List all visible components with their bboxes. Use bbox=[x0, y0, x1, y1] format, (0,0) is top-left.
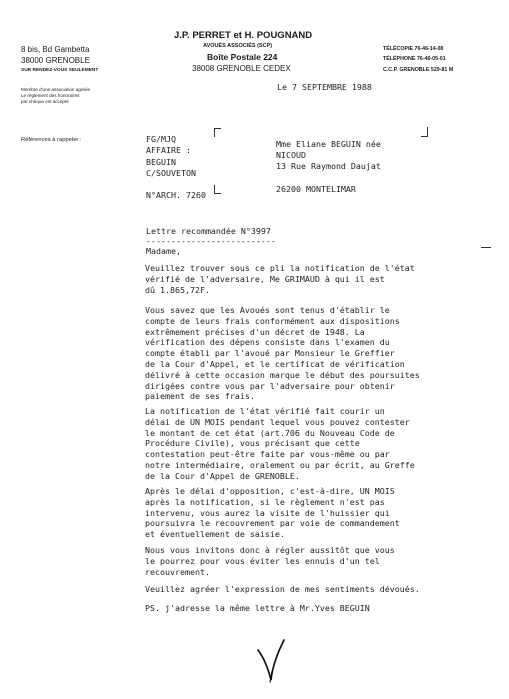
paragraph-line: Procédure Civile), vous précisant que cette bbox=[145, 438, 360, 449]
closing-line bbox=[145, 584, 420, 595]
paragraph-line: délivré à cette occasion marque le début des poursuites bbox=[145, 369, 420, 380]
firm-city: 38000 GRENOBLE bbox=[21, 56, 90, 65]
salutation: Madame, bbox=[146, 246, 181, 256]
reference-line: BEGUIN bbox=[146, 156, 176, 167]
ccp: C.C.P. GRENOBLE 529-81 M bbox=[383, 67, 454, 73]
recipient-line: 13 Rue Raymond Daujat bbox=[276, 161, 381, 172]
paragraph-line: le montant de cet état (art.706 du Nouveau Code de bbox=[145, 427, 395, 438]
recipient-line: Mme Eliane BEGUIN née bbox=[276, 139, 381, 149]
firm-street: 8 bis, Bd Gambetta bbox=[21, 45, 90, 54]
reference-line bbox=[146, 179, 206, 190]
association-note bbox=[21, 87, 90, 105]
letter-date: Le 7 SEPTEMBRE 1988 bbox=[277, 82, 372, 92]
reference-line: AFFAIRE : bbox=[146, 145, 191, 156]
body-paragraph bbox=[145, 486, 400, 540]
firm-title: AVOUÉS ASSOCIÉS (SCP) bbox=[203, 43, 273, 49]
paragraph-line: de la Cour d'Appel, et le certificat de vérification bbox=[145, 358, 405, 369]
subject-rule: -------------------------- bbox=[146, 236, 276, 246]
paragraph-line: dû 1.865,72F. bbox=[145, 284, 210, 295]
paragraph-line: Nous vous invitons donc à régler aussitôt que vous bbox=[145, 545, 395, 555]
association-note-line: par chèque est accepté bbox=[21, 99, 69, 104]
po-box: Boîte Postale 224 bbox=[207, 52, 278, 62]
references-label: Références à rappeler : bbox=[21, 137, 82, 143]
paragraph-line: Veuillez trouver sous ce pli la notification de l'état bbox=[145, 263, 415, 273]
paragraph-line: contestation peut-être faite par vous-même ou par bbox=[145, 449, 390, 460]
association-note-line: Le règlement des honoraires bbox=[21, 93, 80, 98]
paragraph-line: poursuivra le recouvrement par voie de commandement bbox=[145, 518, 400, 529]
paragraph-line: extrêmement précises d'un décret de 1948. La bbox=[145, 326, 365, 337]
body-paragraph bbox=[145, 406, 415, 482]
recipient-line bbox=[276, 173, 381, 184]
reference-line: FG/MJQ bbox=[146, 134, 176, 144]
recipient-block bbox=[276, 139, 381, 195]
margin-dash bbox=[481, 247, 491, 248]
firm-name: J.P. PERRET et H. POUGNAND bbox=[174, 30, 313, 41]
recipient-line: NICOUD bbox=[276, 150, 306, 161]
reference-block bbox=[146, 134, 206, 202]
paragraph-line: notre intermédiaire, oralement ou par écrit, au Greffe bbox=[145, 459, 415, 470]
window-corner-mark bbox=[214, 185, 221, 194]
paragraph-line: après la notification, si le règlement n'est pas bbox=[145, 496, 385, 507]
paragraph-line: Après le délai d'opposition, c'est-à-dire, UN MOIS bbox=[145, 486, 395, 496]
paragraph-line: vérification des dépens consiste dans l'examen du bbox=[145, 337, 390, 348]
archive-number: N°ARCH. 7260 bbox=[146, 190, 206, 201]
window-corner-mark bbox=[214, 128, 221, 137]
association-note-line: Membre d'une association agréée bbox=[21, 87, 91, 92]
handwritten-signature bbox=[248, 636, 290, 686]
paragraph-line: paiement de ses frais. bbox=[145, 391, 255, 402]
paragraph-line: le pourrez pour vous éviter les ennuis d'un tel bbox=[145, 555, 380, 566]
body-paragraph bbox=[145, 305, 420, 402]
paragraph-line: compte de leurs frais conformément aux dispositions bbox=[145, 315, 400, 326]
paragraph-line: PS. j'adresse la même lettre à Mr.Yves BEGUIN bbox=[145, 603, 370, 613]
paragraph-line: délai de UN MOIS pendant lequel vous pouvez contester bbox=[145, 416, 410, 427]
body-paragraph bbox=[145, 263, 415, 295]
postal-city: 38008 GRENOBLE CEDEX bbox=[192, 64, 291, 73]
paragraph-line: La notification de l'état vérifié fait courir un bbox=[145, 406, 385, 416]
reception-note: SUR RENDEZ-VOUS SEULEMENT bbox=[21, 68, 99, 73]
telephone: TÉLÉPHONE 76-46-05-01 bbox=[383, 56, 446, 62]
paragraph-line: et éventuellement de saisie. bbox=[145, 529, 285, 540]
telecopy: TÉLÉCOPIE 76-46-14-08 bbox=[383, 46, 444, 52]
paragraph-line: compte établi par l'avoué par Monsieur le Greffier bbox=[145, 348, 395, 359]
paragraph-line: Veuillez agréer l'expression de mes sentiments dévoués. bbox=[145, 584, 420, 594]
reference-line: C/SOUVETON bbox=[146, 167, 196, 178]
window-corner-mark bbox=[421, 127, 428, 137]
postscript bbox=[145, 603, 370, 614]
paragraph-line: intervenu, vous aurez la visite de l'huissier qui bbox=[145, 507, 390, 518]
body-paragraph bbox=[145, 545, 395, 577]
paragraph-line: dirigées contre vous par l'adversaire pour obtenir bbox=[145, 380, 395, 391]
paragraph-line: Vous savez que les Avoués sont tenus d'établir le bbox=[145, 305, 390, 315]
recipient-line: 26200 MONTELIMAR bbox=[276, 183, 356, 194]
paragraph-line: vérifié de l'adversaire, Me GRIMAUD à qui il est bbox=[145, 273, 385, 284]
paragraph-line: de la Cour d'Appel de GRENOBLE. bbox=[145, 470, 300, 481]
subject-line: Lettre recommandée N°3997 bbox=[146, 226, 271, 236]
paragraph-line: recouvrement. bbox=[145, 566, 210, 577]
